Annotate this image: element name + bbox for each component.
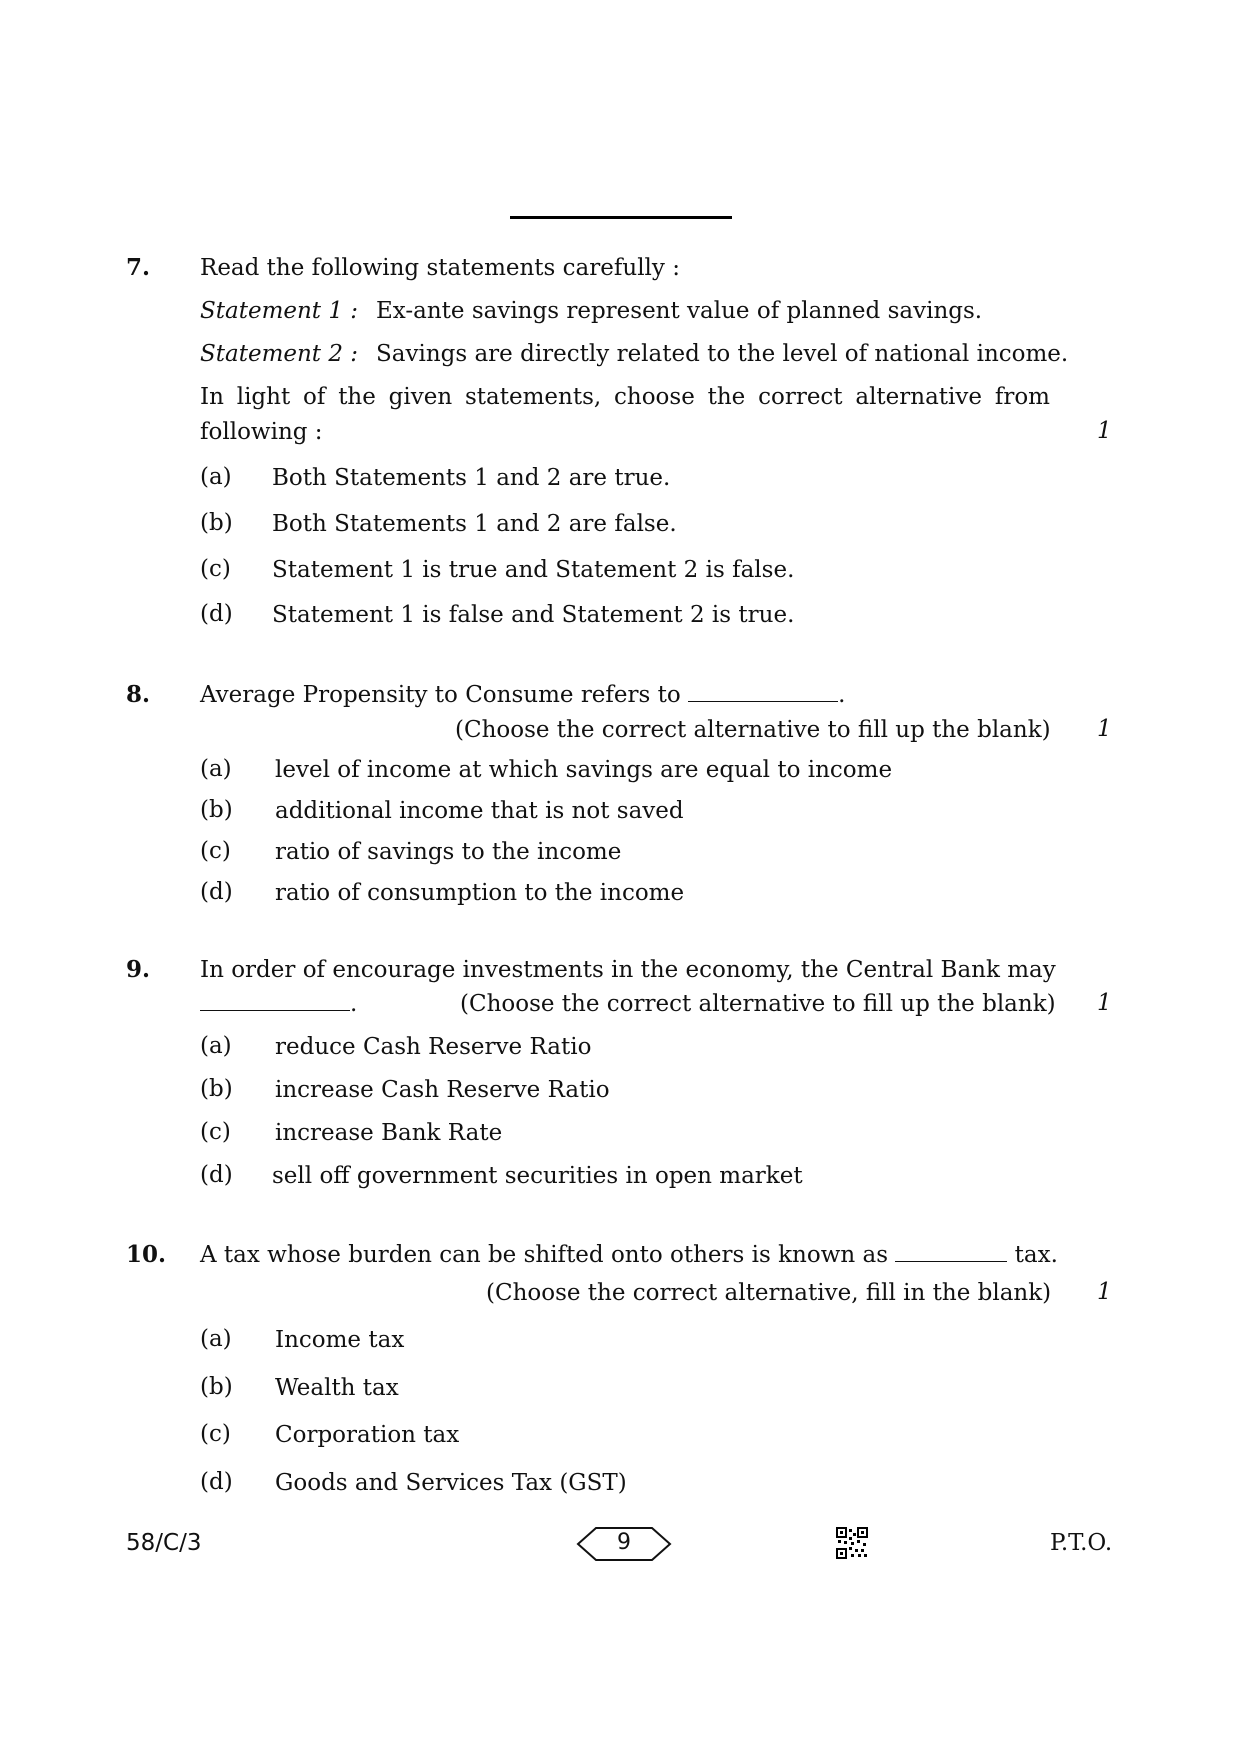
option-label: (c): [200, 1421, 231, 1447]
marks: 1: [1097, 990, 1112, 1016]
question-number: 9.: [126, 956, 151, 983]
question-text-line: [200, 1241, 1058, 1270]
question-text-line: [200, 681, 845, 710]
option-label: (b): [200, 1374, 233, 1400]
option-text: Statement 1 is false and Statement 2 is true.: [272, 602, 795, 628]
please-turn-over: P.T.O.: [1050, 1530, 1113, 1556]
statement-2-text: Savings are directly related to the level of national income.: [376, 341, 1069, 367]
statement-2-label: Statement 2 :: [200, 341, 359, 367]
question-instruction: (Choose the correct alternative, fill in the blank): [486, 1280, 1052, 1306]
answer-blank: [895, 1243, 1007, 1262]
question-text-before: A tax whose burden can be shifted onto others is known as: [200, 1242, 889, 1268]
option-text: increase Bank Rate: [275, 1120, 503, 1146]
answer-blank: [200, 992, 350, 1011]
option-label: (a): [200, 1326, 232, 1352]
question-blank-line: [200, 990, 357, 1019]
page-number: 9: [617, 1530, 631, 1555]
page-number-badge: [576, 1526, 672, 1562]
question-text-after: tax.: [1014, 1242, 1058, 1268]
option-text: increase Cash Reserve Ratio: [275, 1077, 610, 1103]
option-label: (a): [200, 756, 232, 782]
question-text: Average Propensity to Consume refers to: [200, 682, 681, 708]
option-text: additional income that is not saved: [275, 798, 684, 824]
marks: 1: [1097, 1279, 1112, 1305]
question-number: 7.: [126, 254, 151, 281]
full-stop: .: [350, 991, 358, 1017]
option-label: (c): [200, 1119, 231, 1145]
marks: 1: [1097, 418, 1112, 444]
option-label: (b): [200, 1076, 233, 1102]
option-label: (d): [200, 1469, 233, 1495]
option-text: level of income at which savings are equal to income: [275, 757, 893, 783]
qr-code-icon: [836, 1527, 868, 1559]
paper-code: 58/C/3: [126, 1530, 202, 1556]
question-prompt-line-1: In light of the given statements, choose the correct alternative from: [200, 384, 1050, 410]
question-intro: Read the following statements carefully :: [200, 255, 680, 281]
option-text: ratio of savings to the income: [275, 839, 622, 865]
statement-1-text: Ex-ante savings represent value of planned savings.: [376, 298, 983, 324]
option-text: Both Statements 1 and 2 are true.: [272, 465, 671, 491]
option-label: (d): [200, 879, 233, 905]
top-divider: [510, 216, 732, 219]
option-label: (b): [200, 797, 233, 823]
option-text: Statement 1 is true and Statement 2 is false.: [272, 557, 795, 583]
statement-1-label: Statement 1 :: [200, 298, 359, 324]
option-text: Income tax: [275, 1327, 405, 1353]
question-instruction: (Choose the correct alternative to fill up the blank): [455, 717, 1051, 743]
question-prompt-line-2: following :: [200, 419, 323, 445]
option-text: reduce Cash Reserve Ratio: [275, 1034, 592, 1060]
option-text: Both Statements 1 and 2 are false.: [272, 511, 677, 537]
question-number: 10.: [126, 1241, 167, 1268]
question-instruction: (Choose the correct alternative to fill up the blank): [460, 991, 1056, 1017]
option-label: (d): [200, 1162, 233, 1188]
question-number: 8.: [126, 681, 151, 708]
option-text: Goods and Services Tax (GST): [275, 1470, 627, 1496]
option-label: (a): [200, 464, 232, 490]
option-label: (a): [200, 1033, 232, 1059]
option-label: (b): [200, 510, 233, 536]
full-stop: .: [838, 682, 846, 708]
option-text: Corporation tax: [275, 1422, 460, 1448]
answer-blank: [688, 683, 838, 702]
marks: 1: [1097, 716, 1112, 742]
question-text: In order of encourage investments in the economy, the Central Bank may: [200, 957, 1056, 983]
option-text: Wealth tax: [275, 1375, 399, 1401]
option-label: (c): [200, 556, 231, 582]
option-label: (d): [200, 601, 233, 627]
option-text: ratio of consumption to the income: [275, 880, 685, 906]
option-text: sell off government securities in open market: [272, 1163, 803, 1189]
option-label: (c): [200, 838, 231, 864]
